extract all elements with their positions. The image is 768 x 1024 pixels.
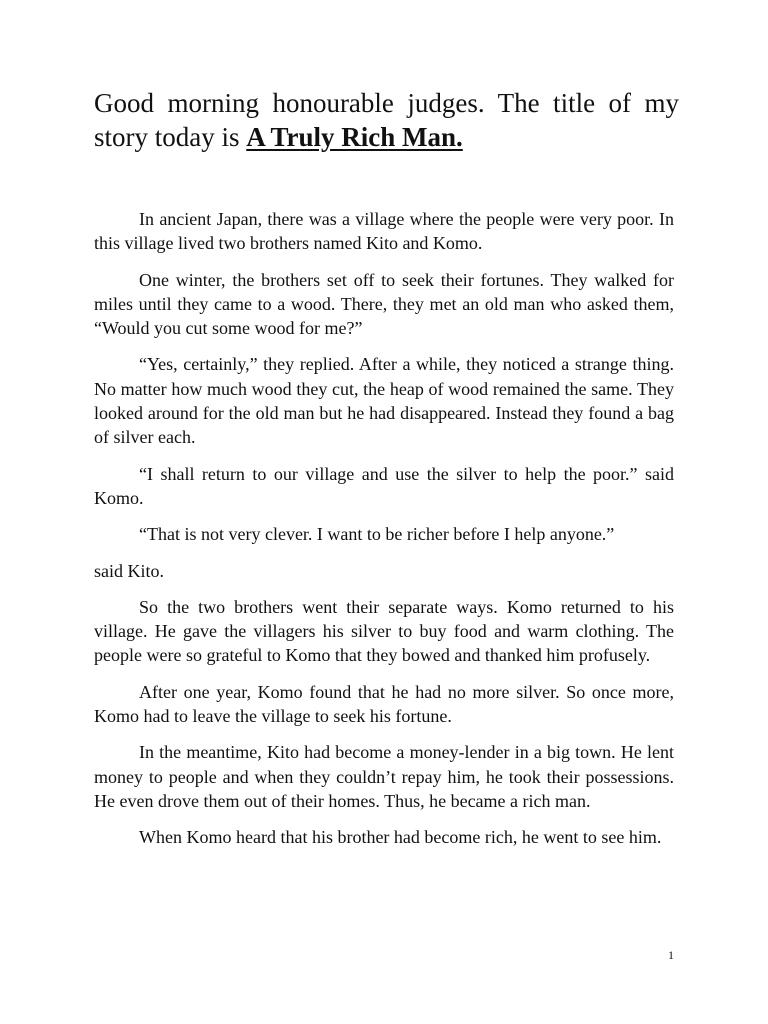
page-number: 1 (668, 948, 674, 962)
paragraph: “I shall return to our village and use the silver to help the poor.” said Komo. (94, 463, 674, 508)
title-prefix: Good morning honourable judges. The title of my story today is (94, 88, 679, 152)
story-title: A Truly Rich Man. (246, 122, 463, 152)
paragraph: In ancient Japan, there was a village where the people were very poor. In this village lived two brothers named Kito and Komo. (94, 209, 674, 254)
paragraph: “Yes, certainly,” they replied. After a while, they noticed a strange thing. No matter how much wood they cut, the heap of wood remained the same. They looked around for the old man but he had disappeared. Instead they found a bag of silver each. (94, 354, 674, 448)
document-title (94, 86, 679, 154)
paragraph: said Kito. (94, 560, 164, 581)
paragraph: “That is not very clever. I want to be richer before I help anyone.” (139, 524, 615, 545)
paragraph: So the two brothers went their separate ways. Komo returned to his village. He gave the villagers his silver to buy food and warm clothing. The people were so grateful to Komo that they bowed and thanked him profusely. (94, 596, 674, 666)
paragraph: After one year, Komo found that he had no more silver. So once more, Komo had to leave the village to seek his fortune. (94, 681, 674, 727)
story-body (94, 207, 674, 862)
paragraph: In the meantime, Kito had become a money-lender in a big town. He lent money to people and when they couldn’t repay him, he took their possessions. He even drove them out of their homes. Thus, he became a rich man. (94, 742, 674, 811)
paragraph: One winter, the brothers set off to seek their fortunes. They walked for miles until they came to a wood. There, they met an old man who asked them, “Would you cut some wood for me?” (94, 269, 674, 339)
paragraph: When Komo heard that his brother had become rich, he went to see him. (139, 827, 662, 848)
